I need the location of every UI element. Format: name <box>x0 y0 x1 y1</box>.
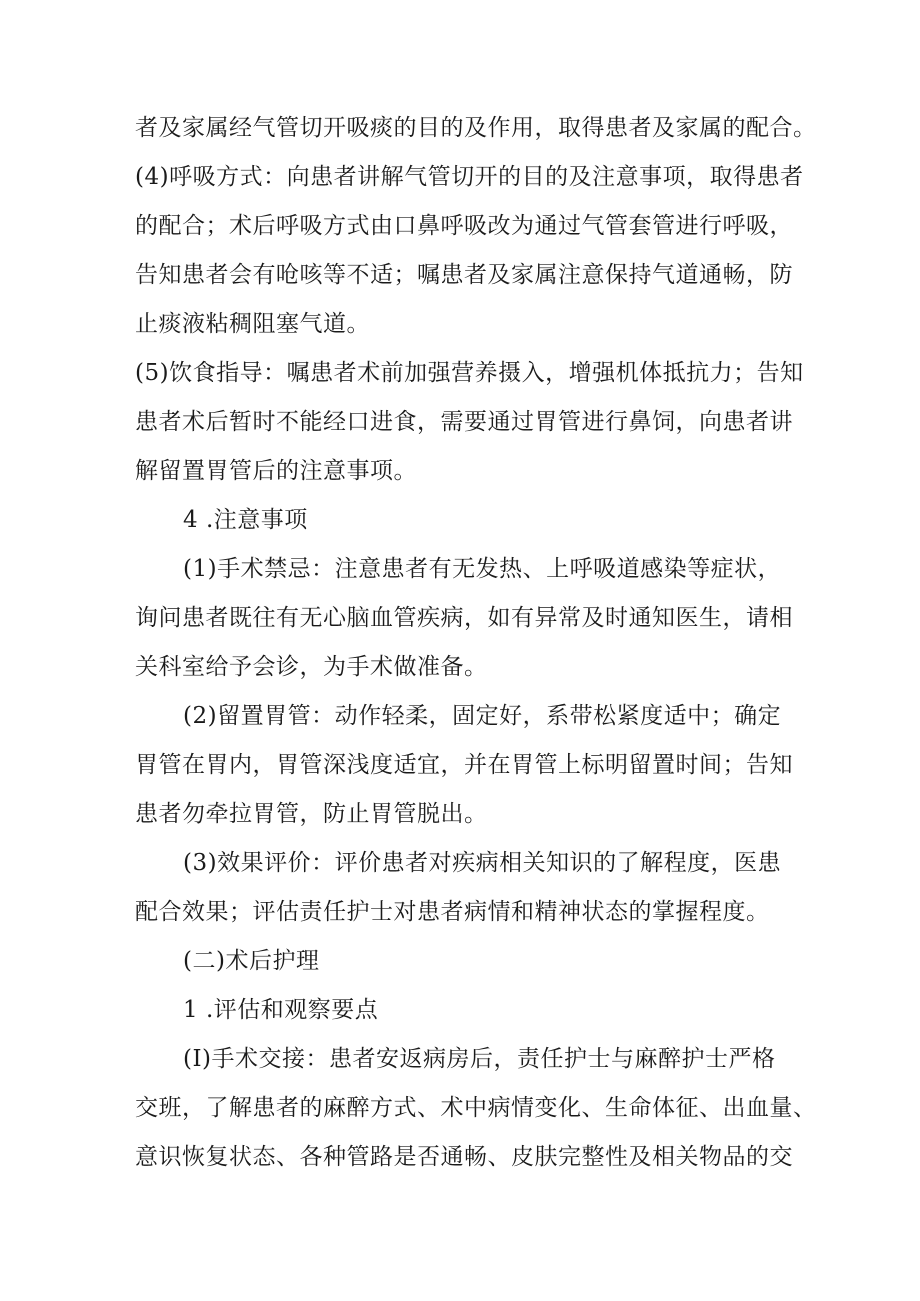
text-line: (1)手术禁忌：注意患者有无发热、上呼吸道感染等症状， <box>183 556 782 582</box>
text-line: (4)呼吸方式：向患者讲解气管切开的目的及注意事项，取得患者 <box>135 164 804 190</box>
text-line: 告知患者会有呛咳等不适；嘱患者及家属注意保持气道通畅，防 <box>135 262 793 288</box>
text-line: (3)效果评价：评价患者对疾病相关知识的了解程度，医患 <box>183 850 782 876</box>
text-line: 交班，了解患者的麻醉方式、术中病情变化、生命体征、出血量、 <box>135 1095 817 1121</box>
text-line: 胃管在胃内，胃管深浅度适宜，并在胃管上标明留置时间；告知 <box>135 752 793 778</box>
text-line: (5)饮食指导：嘱患者术前加强营养摄入，增强机体抵抗力；告知 <box>135 360 804 386</box>
section-heading: (二)术后护理 <box>183 948 320 974</box>
text-line: 关科室给予会诊，为手术做准备。 <box>135 654 488 680</box>
text-line: (I)手术交接：患者安返病房后，责任护士与麻醉护士严格 <box>183 1046 776 1072</box>
text-line: 者及家属经气管切开吸痰的目的及作用，取得患者及家属的配合。 <box>135 115 817 141</box>
section-heading: 4 .注意事项 <box>183 507 308 533</box>
text-line: 解留置胃管后的注意事项。 <box>135 458 417 484</box>
section-heading: 1 .评估和观察要点 <box>183 997 379 1023</box>
text-line: 意识恢复状态、各种管路是否通畅、皮肤完整性及相关物品的交 <box>135 1144 793 1170</box>
text-line: 止痰液粘稠阻塞气道。 <box>135 311 370 337</box>
text-line: 患者勿牵拉胃管，防止胃管脱出。 <box>135 801 488 827</box>
text-line: (2)留置胃管：动作轻柔，固定好，系带松紧度适中；确定 <box>183 703 782 729</box>
text-line: 的配合；术后呼吸方式由口鼻呼吸改为通过气管套管进行呼吸， <box>135 213 793 239</box>
text-line: 患者术后暂时不能经口进食，需要通过胃管进行鼻饲，向患者讲 <box>135 409 793 435</box>
text-line: 询问患者既往有无心脑血管疾病，如有异常及时通知医生，请相 <box>135 605 793 631</box>
text-line: 配合效果；评估责任护士对患者病情和精神状态的掌握程度。 <box>135 899 770 925</box>
